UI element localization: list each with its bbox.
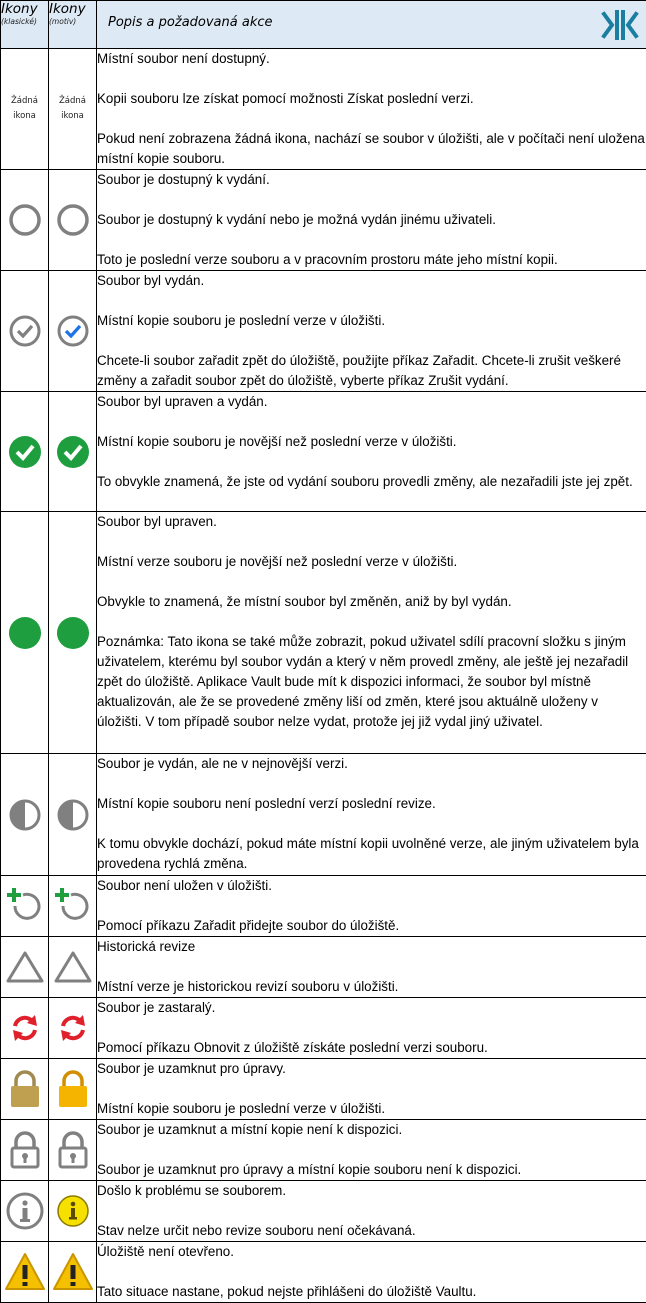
historical-triangle-icon bbox=[5, 957, 45, 976]
icon-cell-classic bbox=[1, 170, 49, 271]
description-cell bbox=[97, 512, 646, 754]
modified-green-dot-icon bbox=[55, 622, 91, 641]
refresh-outdated-icon bbox=[57, 1018, 89, 1037]
status-description: Soubor je uzamknut pro úpravy a místní kopie souboru není k dispozici. bbox=[97, 1160, 646, 1180]
refresh-outdated-icon bbox=[9, 1012, 41, 1044]
table-row bbox=[1, 271, 646, 392]
historical-triangle-icon bbox=[53, 957, 93, 976]
status-description: Místní verze souboru je novější než poslední verze v úložišti. bbox=[97, 552, 646, 572]
table-row bbox=[1, 1120, 646, 1181]
status-description: Kopii souboru lze získat pomocí možnosti Získat poslední verzi. bbox=[97, 89, 646, 109]
icon-cell-classic bbox=[1, 392, 49, 512]
status-description: Místní kopie souboru je poslední verze v úložišti. bbox=[97, 1099, 646, 1119]
half-circle-icon bbox=[7, 797, 43, 833]
table-row bbox=[1, 1059, 646, 1120]
description-cell bbox=[97, 271, 646, 392]
icon-cell-theme bbox=[49, 512, 97, 754]
edited-checked-out-icon bbox=[7, 434, 43, 470]
info-yellow-icon bbox=[55, 1193, 91, 1229]
lock-outline-icon bbox=[56, 1130, 90, 1170]
icon-cell-classic bbox=[1, 1242, 49, 1303]
status-description: Místní kopie souboru je novější než poslední verze v úložišti. bbox=[97, 432, 646, 452]
icon-cell-theme bbox=[49, 392, 97, 512]
status-title: Soubor je dostupný k vydání. bbox=[97, 170, 646, 190]
description-cell bbox=[97, 49, 646, 170]
empty-circle-icon bbox=[7, 210, 43, 229]
add-local-icon bbox=[5, 886, 45, 926]
info-yellow-icon bbox=[55, 1201, 91, 1220]
add-local-icon bbox=[53, 896, 93, 915]
status-description: Pomocí příkazu Zařadit přidejte soubor do úložiště. bbox=[97, 916, 646, 936]
icon-cell-classic bbox=[1, 876, 49, 937]
status-description: Stav nelze určit nebo revize souboru není očekávaná. bbox=[97, 1221, 646, 1241]
icon-cell-classic bbox=[1, 1059, 49, 1120]
icon-cell-classic bbox=[1, 1120, 49, 1181]
description-cell bbox=[97, 392, 646, 512]
table-row bbox=[1, 170, 646, 271]
half-circle-icon bbox=[55, 804, 91, 823]
historical-triangle-icon bbox=[53, 949, 93, 985]
table-row bbox=[1, 876, 646, 937]
status-title: Soubor je vydán, ale ne v nejnovější verzi. bbox=[97, 754, 646, 774]
empty-circle-icon bbox=[55, 202, 91, 238]
lock-outline-icon bbox=[56, 1140, 90, 1159]
modified-green-dot-icon bbox=[7, 622, 43, 641]
icon-cell-classic bbox=[1, 512, 49, 754]
table-row bbox=[1, 1242, 646, 1303]
add-local-icon bbox=[53, 886, 93, 926]
icon-cell-classic bbox=[1, 49, 49, 170]
table-header-row bbox=[1, 1, 646, 49]
status-description: Místní verze je historickou revizí souboru v úložišti. bbox=[97, 977, 646, 997]
header-icons-theme bbox=[49, 1, 97, 49]
status-description: Chcete-li soubor zařadit zpět do úložiště, použijte příkaz Zařadit. Chcete-li zrušit veškeré změny a zařadit soubor zpět do úložiště, vyberte příkaz Zrušit vydání. bbox=[97, 351, 646, 391]
icon-cell-theme bbox=[49, 937, 97, 998]
table-row bbox=[1, 1181, 646, 1242]
half-circle-icon bbox=[55, 797, 91, 833]
warning-icon bbox=[3, 1262, 47, 1281]
description-cell bbox=[97, 1181, 646, 1242]
refresh-outdated-icon bbox=[57, 1012, 89, 1044]
status-description: Obvykle to znamená, že místní soubor byl změněn, aniž by byl vydán. bbox=[97, 592, 646, 612]
status-title: Soubor není uložen v úložišti. bbox=[97, 876, 646, 896]
no-icon-label: Žádná ikona bbox=[53, 94, 93, 124]
warning-icon bbox=[51, 1262, 95, 1281]
icon-cell-theme bbox=[49, 1242, 97, 1303]
header-icons-theme-sub: (motiv) bbox=[49, 17, 96, 26]
refresh-outdated-icon bbox=[9, 1018, 41, 1037]
status-description: To obvykle znamená, že jste od vydání souboru provedli změny, ale nezařadili jste jej zpět. bbox=[97, 472, 646, 492]
status-description: K tomu obvykle dochází, pokud máte místní kopii uvolněné verze, ale jiným uživatelem byla provedena rychlá změna. bbox=[97, 834, 646, 874]
icon-cell-theme bbox=[49, 1120, 97, 1181]
checked-out-grey-icon bbox=[7, 321, 43, 340]
icon-cell-theme bbox=[49, 49, 97, 170]
status-title: Soubor je zastaralý. bbox=[97, 998, 646, 1018]
description-cell bbox=[97, 998, 646, 1059]
icon-cell-classic bbox=[1, 937, 49, 998]
half-circle-icon bbox=[7, 804, 43, 823]
info-grey-icon bbox=[5, 1201, 45, 1220]
icon-cell-classic bbox=[1, 1181, 49, 1242]
lock-outline-icon bbox=[8, 1130, 42, 1170]
status-description: Místní kopie souboru je poslední verze v úložišti. bbox=[97, 311, 646, 331]
icon-cell-theme bbox=[49, 998, 97, 1059]
status-title: Úložiště není otevřeno. bbox=[97, 1242, 646, 1262]
header-icons-theme-title: Ikony bbox=[49, 1, 96, 17]
icon-cell-classic bbox=[1, 754, 49, 876]
table-row bbox=[1, 49, 646, 170]
modified-green-dot-icon bbox=[55, 615, 91, 651]
edited-checked-out-icon bbox=[7, 441, 43, 460]
status-title: Soubor je uzamknut pro úpravy. bbox=[97, 1059, 646, 1079]
empty-circle-icon bbox=[7, 202, 43, 238]
warning-icon bbox=[3, 1251, 47, 1293]
warning-icon bbox=[51, 1251, 95, 1293]
icon-cell-theme bbox=[49, 754, 97, 876]
description-cell bbox=[97, 754, 646, 876]
header-icons-classic-title: Ikony bbox=[1, 1, 48, 17]
description-cell bbox=[97, 1059, 646, 1120]
description-cell bbox=[97, 1120, 646, 1181]
status-title: Soubor je uzamknut a místní kopie není k dispozici. bbox=[97, 1120, 646, 1140]
lock-outline-icon bbox=[8, 1140, 42, 1159]
status-description: Pomocí příkazu Obnovit z úložiště získáte poslední verzi souboru. bbox=[97, 1038, 646, 1058]
status-title: Místní soubor není dostupný. bbox=[97, 49, 646, 69]
table-row bbox=[1, 512, 646, 754]
status-title: Historická revize bbox=[97, 937, 646, 957]
status-description: Tato situace nastane, pokud nejste přihlášeni do úložiště Vaultu. bbox=[97, 1282, 646, 1302]
historical-triangle-icon bbox=[5, 949, 45, 985]
status-description: Pokud není zobrazena žádná ikona, nachází se soubor v úložišti, ale v počítači není uložena místní kopie souboru. bbox=[97, 129, 646, 169]
status-title: Soubor byl upraven. bbox=[97, 512, 646, 532]
lock-yellow-icon bbox=[56, 1079, 90, 1098]
description-cell bbox=[97, 170, 646, 271]
checked-out-blue-icon bbox=[55, 313, 91, 349]
header-description-title: Popis a požadovaná akce bbox=[108, 15, 273, 30]
header-icons-classic-sub: (klasické) bbox=[1, 17, 48, 26]
table-row bbox=[1, 392, 646, 512]
lock-gold-icon bbox=[8, 1079, 42, 1098]
status-title: Soubor byl upraven a vydán. bbox=[97, 392, 646, 412]
modified-green-dot-icon bbox=[7, 615, 43, 651]
icon-cell-theme bbox=[49, 1059, 97, 1120]
edited-checked-out-icon bbox=[55, 441, 91, 460]
lock-yellow-icon bbox=[56, 1069, 90, 1109]
status-title: Soubor byl vydán. bbox=[97, 271, 646, 291]
icon-cell-theme bbox=[49, 876, 97, 937]
status-title: Došlo k problému se souborem. bbox=[97, 1181, 646, 1201]
status-description: Soubor je dostupný k vydání nebo je možná vydán jinému uživateli. bbox=[97, 210, 646, 230]
no-icon-label: Žádná ikona bbox=[5, 94, 45, 124]
status-description: Místní kopie souboru není poslední verzí poslední revize. bbox=[97, 794, 646, 814]
info-grey-icon bbox=[5, 1191, 45, 1231]
lock-gold-icon bbox=[8, 1069, 42, 1109]
add-local-icon bbox=[5, 896, 45, 915]
status-description: Poznámka: Tato ikona se také může zobrazit, pokud uživatel sdílí pracovní složku s jiným uživatelem, kterému byl soubor vydán a který v něm provedl změny, ale ještě jej nezařadil zpět do úložiště. Aplikace Vault bude mít k dispozici informaci, že soubor byl místně aktualizován, ale že se provedené změny liší od změn, které jsou aktuálně uloženy v úložišti. V tom případě soubor nelze vydat, protože jej již vydal jiný uživatel. bbox=[97, 632, 646, 732]
icon-cell-classic bbox=[1, 271, 49, 392]
status-description: Toto je poslední verze souboru a v pracovním prostoru máte jeho místní kopii. bbox=[97, 250, 646, 270]
icon-cell-classic bbox=[1, 998, 49, 1059]
description-cell bbox=[97, 937, 646, 998]
table-row bbox=[1, 998, 646, 1059]
edited-checked-out-icon bbox=[55, 434, 91, 470]
empty-circle-icon bbox=[55, 210, 91, 229]
checked-out-blue-icon bbox=[55, 321, 91, 340]
table-row bbox=[1, 937, 646, 998]
icon-cell-theme bbox=[49, 170, 97, 271]
checked-out-grey-icon bbox=[7, 313, 43, 349]
table-row bbox=[1, 754, 646, 876]
description-cell bbox=[97, 1242, 646, 1303]
icon-cell-theme bbox=[49, 271, 97, 392]
icon-cell-theme bbox=[49, 1181, 97, 1242]
vault-logo-icon bbox=[600, 8, 640, 42]
description-cell bbox=[97, 876, 646, 937]
header-icons-classic bbox=[1, 1, 49, 49]
header-description bbox=[97, 1, 646, 49]
